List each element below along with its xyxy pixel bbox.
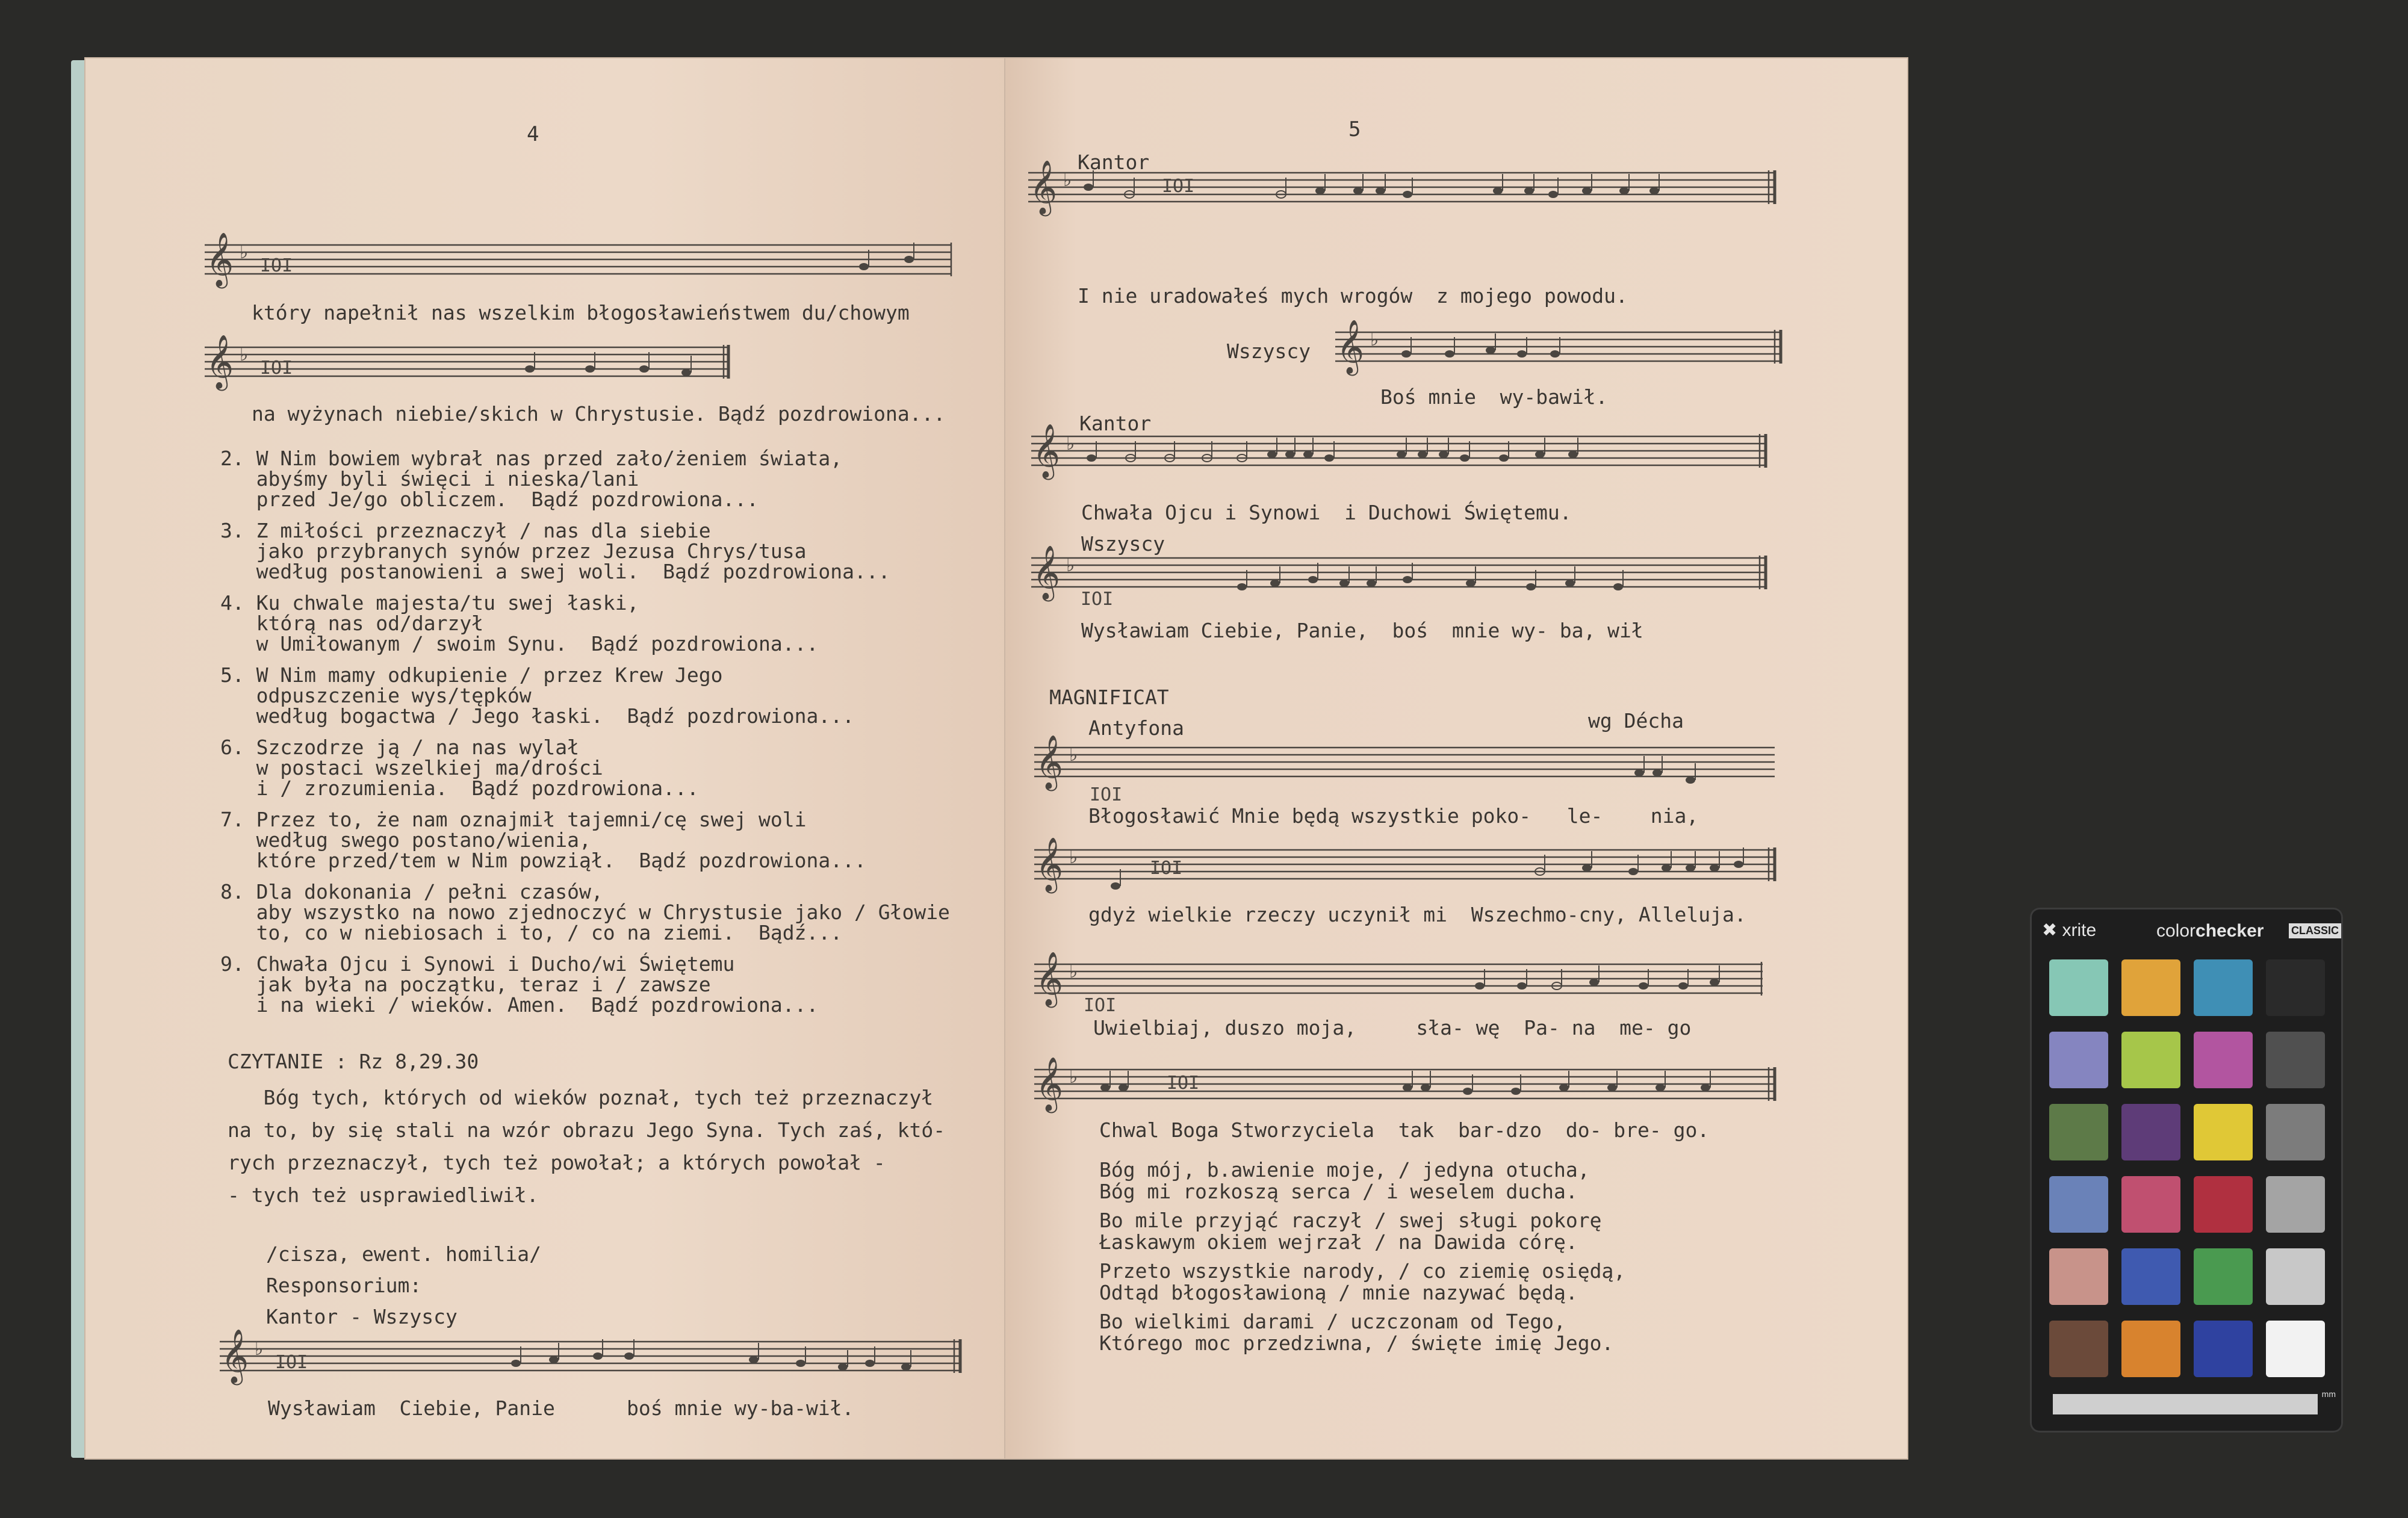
color-patch — [2049, 1248, 2108, 1305]
color-patch — [2266, 1032, 2325, 1088]
svg-text:IOI: IOI — [1167, 1073, 1200, 1094]
verse-line: 4. Ku chwale majesta/tu swej łaski, — [220, 591, 639, 615]
color-patch — [2194, 1248, 2253, 1305]
xrite-logo: ✖ xrite — [2042, 920, 2097, 940]
color-patch — [2194, 1104, 2253, 1160]
magnificat-heading: MAGNIFICAT — [1049, 686, 1169, 709]
kantor-label: Kantor — [1079, 412, 1152, 435]
color-patch — [2194, 959, 2253, 1016]
color-patch — [2121, 1104, 2180, 1160]
svg-text:IOI: IOI — [1084, 995, 1117, 1016]
svg-text:𝄞: 𝄞 — [1032, 424, 1061, 478]
music-staff — [205, 232, 1035, 310]
stanza-line: Przeto wszystkie narody, / co ziemię osiędą, — [1099, 1259, 1626, 1283]
staff-lyrics: na wyżynach niebie/skich w Chrystusie. Bądź pozdrowiona... — [252, 402, 946, 426]
color-patch — [2121, 959, 2180, 1016]
staff-lyrics: Chwal Boga Stworzyciela tak bar-dzo do- bre- go. — [1099, 1118, 1710, 1142]
page-number: 4 — [527, 122, 539, 146]
color-patch — [2121, 1032, 2180, 1088]
antyfona-label: Antyfona — [1088, 716, 1184, 740]
svg-text:𝄞: 𝄞 — [206, 232, 234, 287]
color-patch — [2121, 1321, 2180, 1377]
stanza-line: Bóg mój, b.awienie moje, / jedyna otucha, — [1099, 1158, 1590, 1182]
verse-line: w Umiłowanym / swoim Synu. Bądź pozdrowiona... — [220, 632, 819, 655]
color-patch — [2266, 1248, 2325, 1305]
music-staff — [205, 335, 1035, 412]
staff-lyrics: który napełnił nas wszelkim błogosławieństwem du/chowym — [252, 301, 910, 324]
verse-line: 5. W Nim mamy odkupienie / przez Krew Jego — [220, 663, 723, 687]
verse-line: 6. Szczodrze ją / na nas wylał — [220, 736, 580, 759]
svg-text:♭: ♭ — [1069, 745, 1078, 766]
color-patch — [2049, 959, 2108, 1016]
svg-text:𝄞: 𝄞 — [1035, 735, 1064, 789]
svg-text:♭: ♭ — [1370, 329, 1379, 350]
homily-note: /cisza, ewent. homilia/ — [266, 1242, 541, 1266]
stanza-line: Odtąd błogosławioną / mnie nazywać będą. — [1099, 1281, 1578, 1304]
color-patch — [2266, 1321, 2325, 1377]
staff-lyrics: I nie uradowałeś mych wrogów z mojego powodu. — [1078, 284, 1628, 308]
composer-note: wg Décha — [1588, 709, 1684, 733]
wszyscy-label: Wszyscy — [1227, 339, 1311, 363]
svg-text:IOI: IOI — [1090, 784, 1123, 805]
svg-text:♭: ♭ — [1066, 433, 1075, 454]
music-staff — [1335, 320, 1793, 391]
svg-text:𝄞: 𝄞 — [206, 335, 234, 389]
music-staff — [1034, 837, 1817, 909]
verse-line: jak była na początku, teraz i / zawsze — [220, 973, 711, 996]
color-checker-card — [2030, 908, 2343, 1433]
color-patch — [2049, 1104, 2108, 1160]
verse-line: odpuszczenie wys/tępków — [220, 684, 532, 707]
color-patch — [2194, 1176, 2253, 1233]
verse-line: 9. Chwała Ojcu i Synowi i Ducho/wi Świętemu — [220, 952, 735, 976]
staff-lyrics: gdyż wielkie rzeczy uczynił mi Wszechmo-cny, Alleluja. — [1088, 903, 1746, 926]
verse-line: aby wszystko na nowo zjednoczyć w Chrystusie jako / Głowie — [220, 900, 950, 924]
mm-ruler: mm — [2053, 1394, 2318, 1414]
reading-line: - tych też usprawiedliwił. — [228, 1183, 539, 1207]
verse-line: abyśmy byli święci i nieska/lani — [220, 467, 639, 491]
verse-line: którą nas od/darzył — [220, 612, 484, 635]
svg-text:𝄞: 𝄞 — [1035, 952, 1064, 1006]
verse-line: 2. W Nim bowiem wybrał nas przed zało/żeniem świata, — [220, 447, 843, 470]
color-patch — [2049, 1176, 2108, 1233]
staff-lyrics: Chwała Ojcu i Synowi i Duchowi Świętemu. — [1081, 501, 1572, 524]
color-patch — [2121, 1176, 2180, 1233]
svg-text:♭: ♭ — [1063, 170, 1072, 191]
staff-lyrics: Wysławiam Ciebie, Panie boś mnie wy-ba-wił. — [268, 1396, 854, 1420]
svg-text:𝄞: 𝄞 — [221, 1329, 249, 1383]
svg-text:♭: ♭ — [240, 242, 249, 263]
kantor-label: Kantor — [1078, 150, 1150, 174]
svg-text:𝄞: 𝄞 — [1029, 160, 1058, 214]
verse-line: według bogactwa / Jego łaski. Bądź pozdrowiona... — [220, 704, 854, 728]
verse-line: jako przybranych synów przez Jezusa Chrys/tusa — [220, 539, 807, 563]
svg-text:♭: ♭ — [255, 1339, 264, 1360]
color-patch — [2049, 1032, 2108, 1088]
svg-text:♭: ♭ — [1066, 555, 1075, 576]
reading-line: na to, by się stali na wzór obrazu Jego Syna. Tych zaś, któ- — [228, 1118, 946, 1142]
svg-text:IOI: IOI — [1150, 858, 1183, 879]
kantor-wszyscy-label: Kantor - Wszyscy — [266, 1305, 458, 1328]
svg-text:𝄞: 𝄞 — [1032, 545, 1061, 599]
svg-text:♭: ♭ — [1069, 1067, 1078, 1088]
svg-text:IOI: IOI — [1162, 176, 1195, 197]
left-page — [84, 57, 1014, 1460]
music-staff — [1031, 424, 1814, 495]
stanza-line: Bo wielkimi darami / uczczonam od Tego, — [1099, 1310, 1566, 1333]
staff-lyrics: Wysławiam Ciebie, Panie, boś mnie wy- ba, wił — [1081, 619, 1643, 642]
svg-text:♭: ♭ — [1069, 961, 1078, 982]
verse-line: które przed/tem w Nim powziął. Bądź pozdrowiona... — [220, 849, 866, 872]
verse-line: przed Je/go obliczem. Bądź pozdrowiona... — [220, 488, 759, 511]
verse-line: i / zrozumienia. Bądź pozdrowiona... — [220, 776, 699, 800]
reading-line: rych przeznaczył, tych też powołał; a których powołał - — [228, 1151, 886, 1174]
verse-line: to, co w niebiosach i to, / co na ziemi. Bądź... — [220, 921, 843, 944]
staff-lyrics: Boś mnie wy-bawił. — [1380, 385, 1608, 409]
music-staff — [1034, 952, 1817, 1023]
svg-text:IOI: IOI — [1081, 589, 1114, 610]
color-patch — [2266, 1104, 2325, 1160]
verse-line: w postaci wszelkiej ma/drości — [220, 756, 603, 779]
color-patch — [2194, 1321, 2253, 1377]
reading-line: Bóg tych, których od wieków poznał, tych też przeznaczył — [228, 1086, 934, 1109]
color-patch — [2194, 1032, 2253, 1088]
classic-badge: CLASSIC — [2289, 923, 2341, 938]
colorchecker-title: colorchecker — [2156, 921, 2264, 941]
svg-text:♭: ♭ — [1069, 847, 1078, 868]
stanza-line: Bo mile przyjąć raczył / swej sługi pokorę — [1099, 1209, 1602, 1232]
color-patch — [2049, 1321, 2108, 1377]
responsorium-label: Responsorium: — [266, 1274, 422, 1297]
verse-line: 7. Przez to, że nam oznajmił tajemni/cę swej woli — [220, 808, 807, 831]
verse-line: i na wieki / wieków. Amen. Bądź pozdrowiona... — [220, 993, 819, 1017]
wszyscy-label: Wszyscy — [1081, 532, 1165, 556]
reading-heading: CZYTANIE : Rz 8,29.30 — [228, 1050, 479, 1073]
music-staff — [1031, 545, 1814, 617]
color-patch — [2266, 959, 2325, 1016]
stanza-line: Bóg mi rozkoszą serca / i weselem ducha. — [1099, 1180, 1578, 1203]
verse-line: według swego postano/wienia, — [220, 828, 591, 852]
verse-line: 8. Dla dokonania / pełni czasów, — [220, 880, 603, 903]
svg-text:IOI: IOI — [260, 358, 293, 379]
stanza-line: Łaskawym okiem wejrzał / na Dawida córę. — [1099, 1230, 1578, 1254]
staff-lyrics: Błogosławić Mnie będą wszystkie poko- le- nia, — [1088, 804, 1699, 828]
color-patch — [2121, 1248, 2180, 1305]
color-patch — [2266, 1176, 2325, 1233]
staff-lyrics: Uwielbiaj, duszo moja, sła- wę Pa- na me- go — [1093, 1016, 1692, 1039]
page-number: 5 — [1348, 117, 1361, 141]
svg-text:𝄞: 𝄞 — [1035, 1057, 1064, 1111]
svg-text:𝄞: 𝄞 — [1035, 837, 1064, 891]
svg-text:♭: ♭ — [240, 344, 249, 365]
music-staff — [1034, 735, 1817, 813]
right-page — [1004, 57, 1908, 1460]
stanza-line: Którego moc przedziwna, / święte imię Jego. — [1099, 1331, 1614, 1355]
svg-text:IOI: IOI — [260, 255, 293, 276]
verse-line: według postanowieni a swej woli. Bądź pozdrowiona... — [220, 560, 890, 583]
svg-text:IOI: IOI — [275, 1352, 308, 1373]
music-staff — [220, 1329, 1002, 1407]
verse-line: 3. Z miłości przeznaczył / nas dla siebie — [220, 519, 711, 542]
svg-text:𝄞: 𝄞 — [1336, 320, 1365, 374]
